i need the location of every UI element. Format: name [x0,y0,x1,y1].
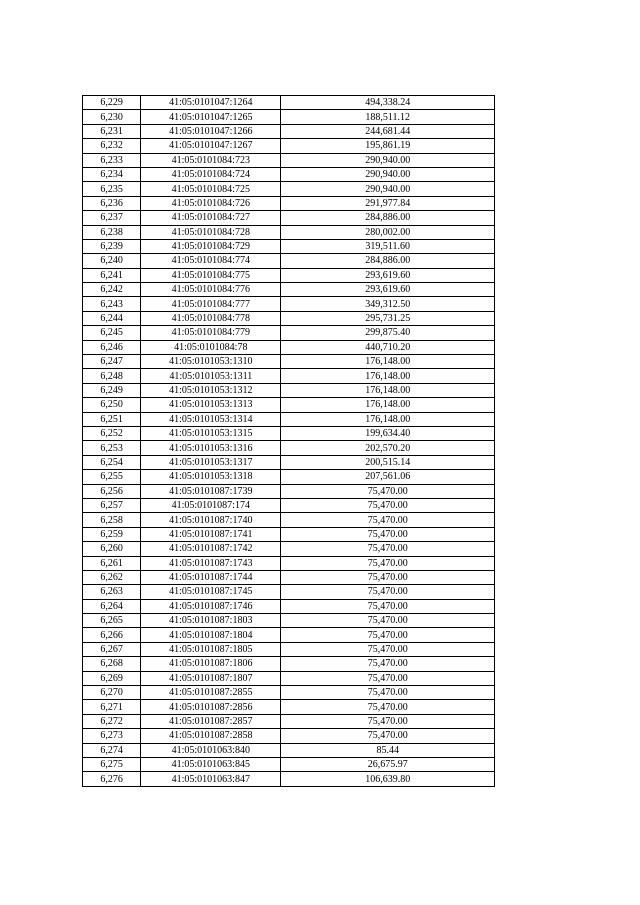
amount-cell: 75,470.00 [281,570,495,584]
cadastral-number-cell: 41:05:0101087:1806 [141,657,281,671]
table-row [83,441,495,455]
row-number-cell: 6,257 [83,498,141,512]
row-number-cell: 6,268 [83,657,141,671]
table-row [83,182,495,196]
table-row [83,470,495,484]
amount-cell: 75,470.00 [281,498,495,512]
amount-cell: 200,515.14 [281,455,495,469]
row-number-cell: 6,256 [83,484,141,498]
row-number-cell: 6,276 [83,772,141,786]
cadastral-number-cell: 41:05:0101084:729 [141,239,281,253]
cadastral-number-cell: 41:05:0101087:174 [141,498,281,512]
amount-cell: 75,470.00 [281,556,495,570]
table-row [83,239,495,253]
row-number-cell: 6,266 [83,628,141,642]
amount-cell: 299,875.40 [281,326,495,340]
row-number-cell: 6,245 [83,326,141,340]
table-row [83,326,495,340]
table-row [83,556,495,570]
amount-cell: 280,002.00 [281,225,495,239]
amount-cell: 106,639.80 [281,772,495,786]
amount-cell: 176,148.00 [281,355,495,369]
data-table [82,95,495,787]
row-number-cell: 6,233 [83,153,141,167]
amount-cell: 349,312.50 [281,297,495,311]
table-row [83,297,495,311]
cadastral-number-cell: 41:05:0101087:1739 [141,484,281,498]
cadastral-number-cell: 41:05:0101087:1742 [141,542,281,556]
amount-cell: 290,940.00 [281,182,495,196]
cadastral-number-cell: 41:05:0101087:1743 [141,556,281,570]
row-number-cell: 6,262 [83,570,141,584]
cadastral-number-cell: 41:05:0101053:1318 [141,470,281,484]
table-row [83,628,495,642]
table-row [83,355,495,369]
amount-cell: 244,681.44 [281,124,495,138]
row-number-cell: 6,250 [83,398,141,412]
table-row [83,527,495,541]
table-row [83,757,495,771]
cadastral-number-cell: 41:05:0101053:1315 [141,426,281,440]
row-number-cell: 6,255 [83,470,141,484]
table-row [83,383,495,397]
table-row [83,110,495,124]
amount-cell: 75,470.00 [281,527,495,541]
cadastral-number-cell: 41:05:0101084:775 [141,268,281,282]
row-number-cell: 6,265 [83,614,141,628]
cadastral-number-cell: 41:05:0101063:840 [141,743,281,757]
amount-cell: 75,470.00 [281,542,495,556]
table-body [83,96,495,787]
cadastral-number-cell: 41:05:0101047:1266 [141,124,281,138]
row-number-cell: 6,246 [83,340,141,354]
cadastral-number-cell: 41:05:0101053:1317 [141,455,281,469]
row-number-cell: 6,232 [83,139,141,153]
row-number-cell: 6,247 [83,355,141,369]
cadastral-number-cell: 41:05:0101087:2855 [141,686,281,700]
cadastral-number-cell: 41:05:0101087:1804 [141,628,281,642]
table-row [83,686,495,700]
table-row [83,124,495,138]
table-row [83,570,495,584]
row-number-cell: 6,264 [83,599,141,613]
table-row [83,642,495,656]
cadastral-number-cell: 41:05:0101063:845 [141,757,281,771]
cadastral-number-cell: 41:05:0101047:1265 [141,110,281,124]
cadastral-number-cell: 41:05:0101087:1807 [141,671,281,685]
table-row [83,729,495,743]
amount-cell: 195,861.19 [281,139,495,153]
cadastral-number-cell: 41:05:0101087:2858 [141,729,281,743]
amount-cell: 291,977.84 [281,196,495,210]
cadastral-number-cell: 41:05:0101053:1310 [141,355,281,369]
amount-cell: 284,886.00 [281,211,495,225]
amount-cell: 176,148.00 [281,412,495,426]
amount-cell: 75,470.00 [281,614,495,628]
row-number-cell: 6,261 [83,556,141,570]
cadastral-number-cell: 41:05:0101053:1311 [141,369,281,383]
cadastral-number-cell: 41:05:0101084:724 [141,167,281,181]
amount-cell: 75,470.00 [281,657,495,671]
amount-cell: 75,470.00 [281,628,495,642]
row-number-cell: 6,267 [83,642,141,656]
row-number-cell: 6,259 [83,527,141,541]
cadastral-number-cell: 41:05:0101084:78 [141,340,281,354]
cadastral-number-cell: 41:05:0101084:774 [141,254,281,268]
table-row [83,743,495,757]
cadastral-number-cell: 41:05:0101087:1740 [141,513,281,527]
row-number-cell: 6,249 [83,383,141,397]
cadastral-number-cell: 41:05:0101084:728 [141,225,281,239]
table-row [83,426,495,440]
table-row [83,283,495,297]
cadastral-number-cell: 41:05:0101084:723 [141,153,281,167]
amount-cell: 75,470.00 [281,585,495,599]
row-number-cell: 6,252 [83,426,141,440]
table-row [83,714,495,728]
row-number-cell: 6,230 [83,110,141,124]
table-row [83,585,495,599]
cadastral-number-cell: 41:05:0101087:1741 [141,527,281,541]
table-row [83,614,495,628]
amount-cell: 290,940.00 [281,153,495,167]
amount-cell: 75,470.00 [281,671,495,685]
cadastral-number-cell: 41:05:0101053:1314 [141,412,281,426]
amount-cell: 202,570.20 [281,441,495,455]
cadastral-number-cell: 41:05:0101087:1744 [141,570,281,584]
table-row [83,268,495,282]
cadastral-number-cell: 41:05:0101084:778 [141,311,281,325]
cadastral-number-cell: 41:05:0101053:1316 [141,441,281,455]
amount-cell: 199,634.40 [281,426,495,440]
cadastral-number-cell: 41:05:0101047:1267 [141,139,281,153]
amount-cell: 75,470.00 [281,700,495,714]
row-number-cell: 6,263 [83,585,141,599]
table-row [83,254,495,268]
amount-cell: 26,675.97 [281,757,495,771]
cadastral-number-cell: 41:05:0101084:727 [141,211,281,225]
amount-cell: 85.44 [281,743,495,757]
row-number-cell: 6,243 [83,297,141,311]
row-number-cell: 6,237 [83,211,141,225]
row-number-cell: 6,235 [83,182,141,196]
amount-cell: 176,148.00 [281,398,495,412]
row-number-cell: 6,242 [83,283,141,297]
amount-cell: 293,619.60 [281,268,495,282]
cadastral-number-cell: 41:05:0101047:1264 [141,96,281,110]
row-number-cell: 6,253 [83,441,141,455]
amount-cell: 440,710.20 [281,340,495,354]
table-row [83,455,495,469]
table-row [83,599,495,613]
row-number-cell: 6,229 [83,96,141,110]
row-number-cell: 6,240 [83,254,141,268]
cadastral-number-cell: 41:05:0101053:1313 [141,398,281,412]
cadastral-number-cell: 41:05:0101053:1312 [141,383,281,397]
row-number-cell: 6,238 [83,225,141,239]
table-row [83,412,495,426]
cadastral-number-cell: 41:05:0101084:726 [141,196,281,210]
amount-cell: 75,470.00 [281,686,495,700]
table-row [83,211,495,225]
row-number-cell: 6,275 [83,757,141,771]
table-row [83,96,495,110]
table-row [83,196,495,210]
row-number-cell: 6,258 [83,513,141,527]
amount-cell: 207,561.06 [281,470,495,484]
table-row [83,153,495,167]
cadastral-number-cell: 41:05:0101084:779 [141,326,281,340]
amount-cell: 290,940.00 [281,167,495,181]
row-number-cell: 6,244 [83,311,141,325]
table-row [83,772,495,786]
row-number-cell: 6,273 [83,729,141,743]
row-number-cell: 6,236 [83,196,141,210]
table-row [83,700,495,714]
amount-cell: 75,470.00 [281,729,495,743]
cadastral-number-cell: 41:05:0101084:776 [141,283,281,297]
amount-cell: 75,470.00 [281,484,495,498]
table-row [83,340,495,354]
table-row [83,311,495,325]
cadastral-number-cell: 41:05:0101087:1805 [141,642,281,656]
table-row [83,657,495,671]
amount-cell: 75,470.00 [281,714,495,728]
cadastral-number-cell: 41:05:0101084:725 [141,182,281,196]
row-number-cell: 6,270 [83,686,141,700]
cadastral-number-cell: 41:05:0101087:2856 [141,700,281,714]
row-number-cell: 6,274 [83,743,141,757]
amount-cell: 284,886.00 [281,254,495,268]
table-row [83,484,495,498]
amount-cell: 176,148.00 [281,369,495,383]
row-number-cell: 6,271 [83,700,141,714]
amount-cell: 188,511.12 [281,110,495,124]
table-row [83,398,495,412]
amount-cell: 75,470.00 [281,599,495,613]
cadastral-number-cell: 41:05:0101087:1746 [141,599,281,613]
amount-cell: 75,470.00 [281,513,495,527]
row-number-cell: 6,241 [83,268,141,282]
table-row [83,167,495,181]
row-number-cell: 6,248 [83,369,141,383]
cadastral-number-cell: 41:05:0101087:2857 [141,714,281,728]
row-number-cell: 6,251 [83,412,141,426]
table-row [83,369,495,383]
cadastral-number-cell: 41:05:0101087:1803 [141,614,281,628]
row-number-cell: 6,254 [83,455,141,469]
amount-cell: 319,511.60 [281,239,495,253]
cadastral-number-cell: 41:05:0101087:1745 [141,585,281,599]
amount-cell: 494,338.24 [281,96,495,110]
row-number-cell: 6,260 [83,542,141,556]
row-number-cell: 6,231 [83,124,141,138]
row-number-cell: 6,272 [83,714,141,728]
amount-cell: 75,470.00 [281,642,495,656]
amount-cell: 293,619.60 [281,283,495,297]
cadastral-number-cell: 41:05:0101084:777 [141,297,281,311]
amount-cell: 176,148.00 [281,383,495,397]
table-row [83,225,495,239]
cadastral-number-cell: 41:05:0101063:847 [141,772,281,786]
row-number-cell: 6,234 [83,167,141,181]
table-row [83,513,495,527]
table-row [83,139,495,153]
row-number-cell: 6,269 [83,671,141,685]
table-row [83,498,495,512]
amount-cell: 295,731.25 [281,311,495,325]
row-number-cell: 6,239 [83,239,141,253]
table-row [83,671,495,685]
table-row [83,542,495,556]
